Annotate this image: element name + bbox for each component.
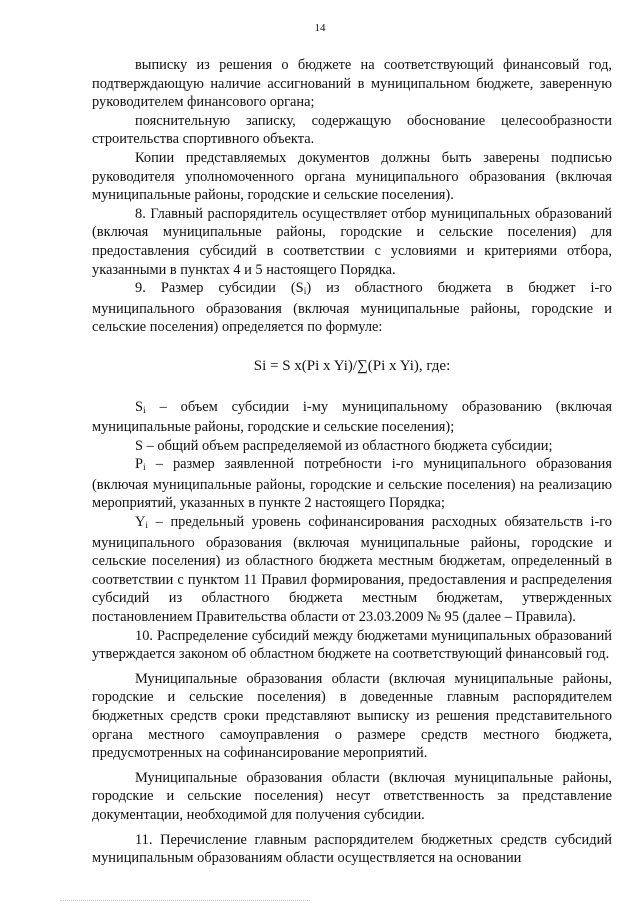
definition-text: – предельный уровень софинансирования расходных обязательств i-го муниципального образования (включая муниципальные районы, городские и сельские поселения) из областного бюджета местным бюджетам, определенный в соответствии с пунктом 11 Правил формирования, предоставления и распределения субсидий из областного бюджета местным бюджетам, утвержденных постановлением Правительства области от 23.03.2009 № 95 (далее – Правила). [92, 514, 612, 626]
definition-symbol: S [135, 437, 144, 454]
paragraph-municipal-extract: Муниципальные образования области (включая муниципальные районы, городские и сельские поселения) в доведенные главным распорядителем бюджетных средств сроки представляют выписку из решения представительного органа местного самоуправления о размере средств местного бюджета, предусмотренных на софинансирование мероприятий. [92, 670, 612, 762]
paragraph-extract: выписку из решения о бюджете на соответствующий финансовый год, подтверждающую наличие ассигнований в муниципальном бюджете, заверенную руководителем финансового органа; [92, 57, 612, 111]
definition-subscript: i [145, 521, 149, 532]
page-number: 14 [314, 22, 326, 34]
definition-symbol: P [135, 456, 144, 473]
definition-subscript: i [143, 463, 146, 474]
paragraph-item-11: 11. Перечисление главным распорядителем бюджетных средств субсидий муниципальным образованиям области осуществляется на основании [92, 831, 612, 867]
definition-pi [92, 455, 612, 513]
definition-text: – объем субсидии i-му муниципальному образованию (включая муниципальные районы, городские и сельские поселения); [92, 398, 612, 436]
bottom-divider [60, 900, 310, 901]
definition-symbol: Y [135, 514, 146, 531]
paragraph-item-10: 10. Распределение субсидий между бюджетами муниципальных образований утверждается законом об областном бюджете на соответствующий финансовый год. [92, 627, 612, 663]
paragraph-explanatory-note: пояснительную записку, содержащую обоснование целесообразности строительства спортивного объекта. [92, 112, 612, 148]
item-9-end: ) из областного бюджета в бюджет i-го муниципального образования (включая муниципальные районы, городские и сельские поселения) определяется по формуле: [92, 280, 613, 336]
subsidy-formula: Si = S x(Pi x Yi)/∑(Pi x Yi), где: [253, 357, 451, 374]
definition-text: – размер заявленной потребности i-го муниципального образования (включая муниципальные районы, городские и сельские поселения) на реализацию мероприятий, указанных в пункте 2 настоящего Порядка; [92, 456, 612, 512]
definition-yi [92, 513, 612, 627]
paragraph-item-9 [92, 279, 612, 337]
definition-text: – общий объем распределяемой из областного бюджета субсидии; [143, 437, 553, 454]
paragraph-responsibility: Муниципальные образования области (включая муниципальные районы, городские и сельские поселения) несут ответственность за представление документации, необходимой для получения субсидии. [92, 769, 612, 823]
paragraph-document-copies: Копии представляемых документов должны быть заверены подписью руководителя уполномоченного органа муниципального образования (включая муниципальные районы, городские и сельские поселения). [92, 149, 612, 204]
definition-si [92, 398, 612, 437]
definition-symbol: S [135, 398, 144, 415]
paragraph-item-8: 8. Главный распорядитель осуществляет отбор муниципальных образований (включая муниципальные районы, городские и сельские поселения) для предоставления субсидий в соответствии с условиями и критериями отбора, указанными в пунктах 4 и 5 настоящего Порядка. [92, 205, 612, 278]
item-9-start: 9. Размер субсидии (S [135, 280, 304, 297]
definition-subscript: i [143, 405, 146, 416]
definition-s [92, 437, 612, 456]
document-body [92, 56, 612, 868]
item-9-subscript: i [303, 287, 307, 298]
